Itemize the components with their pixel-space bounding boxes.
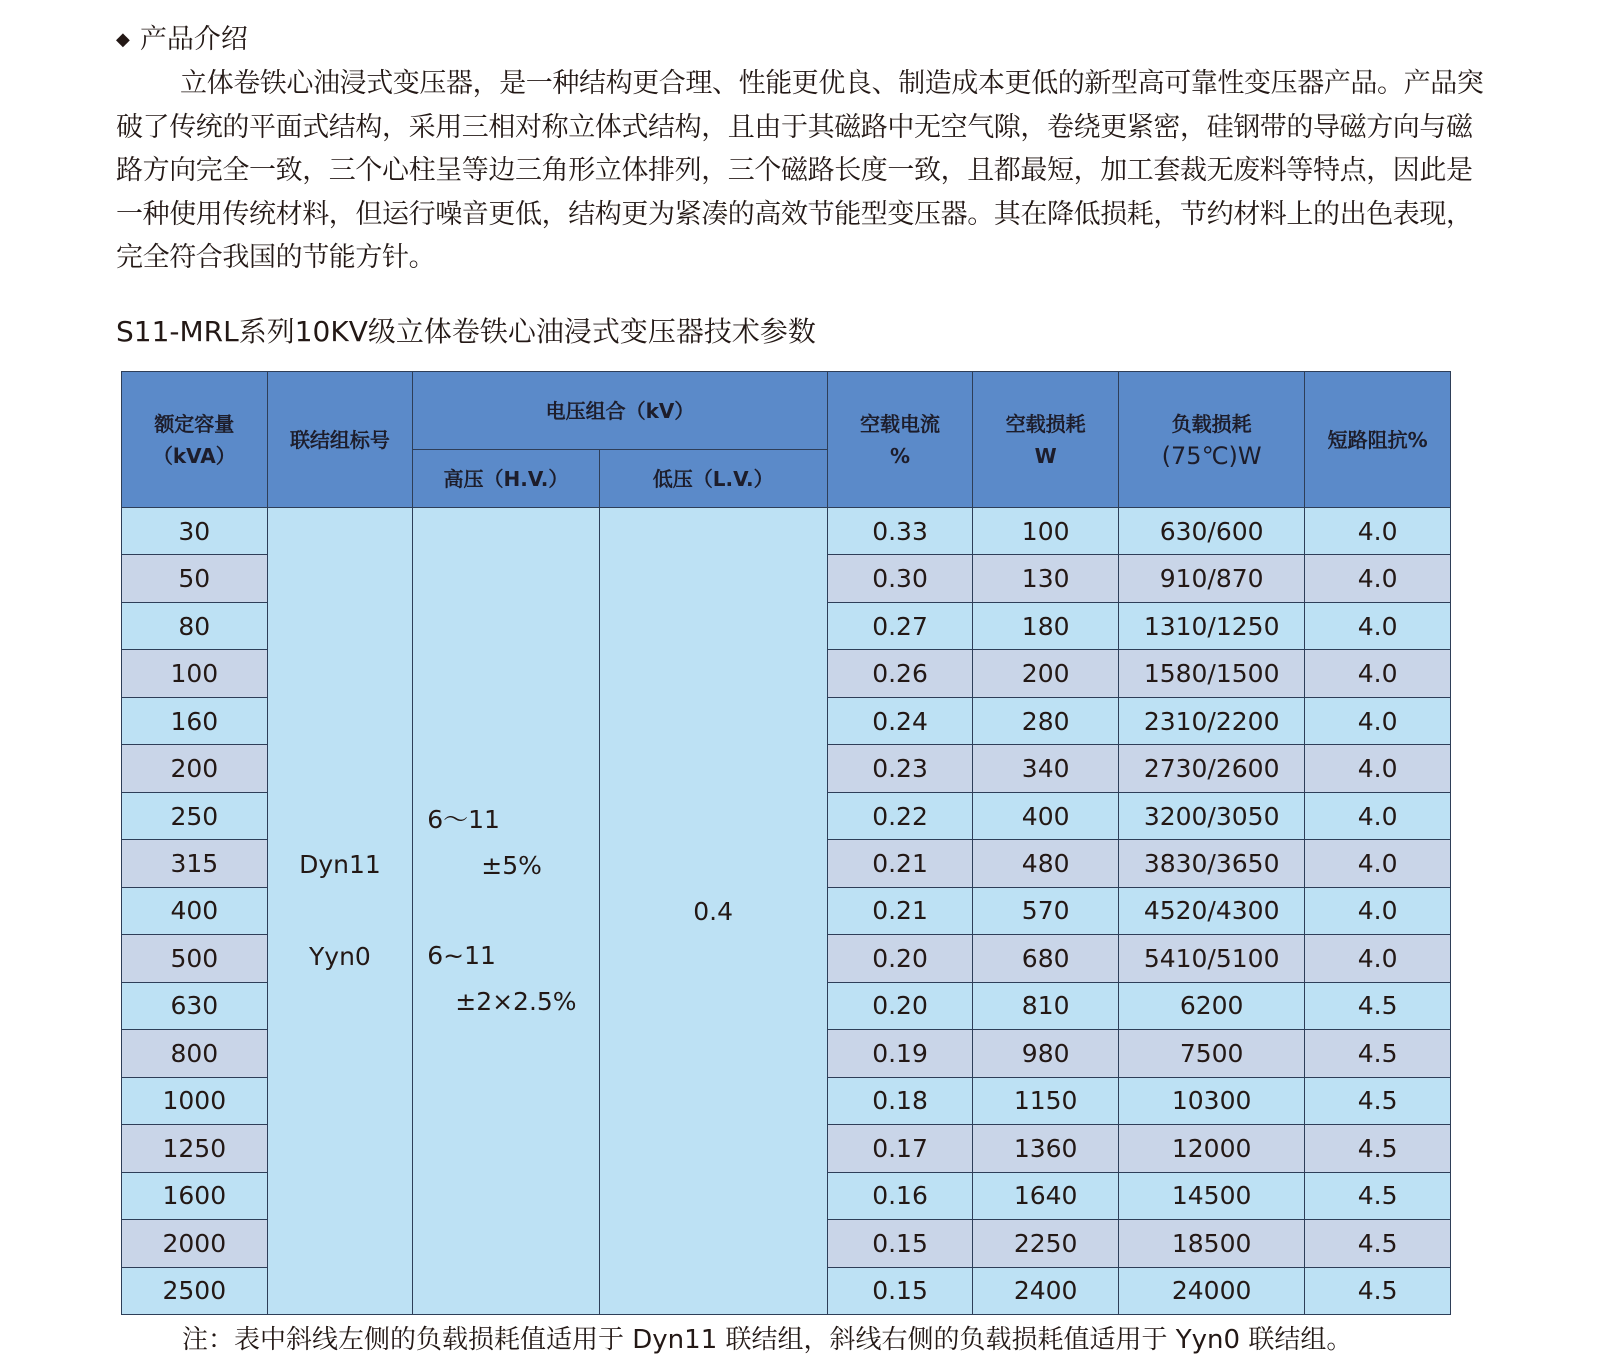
cell-load-loss: 7500 <box>1118 1030 1304 1077</box>
cell-no-load-current: 0.20 <box>827 935 973 982</box>
cell-capacity: 100 <box>122 650 268 697</box>
header-capacity-unit: （kVA） <box>152 443 236 468</box>
header-hv: 高压（H.V.） <box>413 450 599 508</box>
cell-no-load-current: 0.24 <box>827 697 973 744</box>
cell-capacity: 1250 <box>122 1125 268 1172</box>
cell-no-load-current: 0.22 <box>827 792 973 839</box>
cell-capacity: 50 <box>122 555 268 602</box>
cell-load-loss: 12000 <box>1118 1125 1304 1172</box>
cell-load-loss: 1580/1500 <box>1118 650 1304 697</box>
cell-no-load-loss: 2250 <box>973 1220 1119 1267</box>
table-title: S11-MRL系列10KV级立体卷铁心油浸式变压器技术参数 <box>116 315 816 348</box>
header-voltage-group: 电压组合（kV） <box>413 372 827 450</box>
cell-load-loss: 10300 <box>1118 1077 1304 1124</box>
hv-range-1: 6～11 <box>427 805 500 834</box>
cell-no-load-loss: 130 <box>973 555 1119 602</box>
header-no-load-loss-label: 空载损耗 <box>1005 411 1086 436</box>
cell-load-loss: 18500 <box>1118 1220 1304 1267</box>
cell-load-loss: 5410/5100 <box>1118 935 1304 982</box>
cell-hv-merged <box>413 508 599 1315</box>
table-body <box>122 508 1451 1315</box>
cell-no-load-current: 0.21 <box>827 840 973 887</box>
cell-load-loss: 24000 <box>1118 1267 1304 1315</box>
cell-impedance: 4.5 <box>1305 1077 1451 1124</box>
cell-impedance: 4.5 <box>1305 1220 1451 1267</box>
cell-load-loss: 3830/3650 <box>1118 840 1304 887</box>
cell-capacity: 400 <box>122 887 268 934</box>
header-load-loss-unit: (75℃)W <box>1161 441 1262 470</box>
cell-impedance: 4.0 <box>1305 697 1451 744</box>
header-no-load-current-label: 空载电流 <box>860 411 941 436</box>
cell-no-load-loss: 340 <box>973 745 1119 792</box>
hv-tap-2: ±2×2.5% <box>455 987 577 1016</box>
cell-load-loss: 14500 <box>1118 1172 1304 1219</box>
spec-table <box>121 371 1451 1315</box>
cell-load-loss: 3200/3050 <box>1118 792 1304 839</box>
cell-no-load-current: 0.15 <box>827 1220 973 1267</box>
cell-no-load-loss: 400 <box>973 792 1119 839</box>
cell-impedance: 4.5 <box>1305 982 1451 1029</box>
cell-impedance: 4.0 <box>1305 840 1451 887</box>
diamond-bullet-icon: ◆ <box>116 29 130 50</box>
cell-impedance: 4.0 <box>1305 508 1451 555</box>
cell-no-load-loss: 100 <box>973 508 1119 555</box>
header-connection: 联结组标号 <box>267 372 413 508</box>
intro-paragraph: 立体卷铁心油浸式变压器，是一种结构更合理、性能更优良、制造成本更低的新型高可靠性变压器产品。产品突破了传统的平面式结构，采用三相对称立体式结构，且由于其磁路中无空气隙，卷绕更紧密，硅钢带的导磁方向与磁路方向完全一致，三个心柱呈等边三角形立体排列，三个磁路长度一致，且都最短，加工套裁无废料等特点，因此是一种使用传统材料，但运行噪音更低，结构更为紧凑的高效节能型变压器。其在降低损耗，节约材料上的出色表现，完全符合我国的节能方针。 <box>116 68 1484 273</box>
cell-no-load-current: 0.21 <box>827 887 973 934</box>
cell-capacity: 160 <box>122 697 268 744</box>
header-load-loss <box>1118 372 1304 508</box>
header-lv: 低压（L.V.） <box>599 450 827 508</box>
cell-no-load-loss: 1150 <box>973 1077 1119 1124</box>
cell-capacity: 630 <box>122 982 268 1029</box>
cell-capacity: 2000 <box>122 1220 268 1267</box>
cell-connection-merged <box>267 508 413 1315</box>
cell-capacity: 2500 <box>122 1267 268 1315</box>
cell-capacity: 1600 <box>122 1172 268 1219</box>
cell-capacity: 1000 <box>122 1077 268 1124</box>
cell-impedance: 4.0 <box>1305 602 1451 649</box>
cell-no-load-current: 0.15 <box>827 1267 973 1315</box>
cell-no-load-loss: 1640 <box>973 1172 1119 1219</box>
cell-impedance: 4.0 <box>1305 935 1451 982</box>
header-no-load-current-unit: % <box>890 443 911 468</box>
cell-load-loss: 2310/2200 <box>1118 697 1304 744</box>
cell-impedance: 4.0 <box>1305 887 1451 934</box>
cell-no-load-loss: 980 <box>973 1030 1119 1077</box>
cell-no-load-loss: 180 <box>973 602 1119 649</box>
cell-no-load-current: 0.20 <box>827 982 973 1029</box>
cell-no-load-current: 0.23 <box>827 745 973 792</box>
cell-load-loss: 2730/2600 <box>1118 745 1304 792</box>
header-no-load-loss-unit: W <box>1034 443 1057 468</box>
cell-load-loss: 4520/4300 <box>1118 887 1304 934</box>
header-load-loss-label: 负载损耗 <box>1171 411 1252 436</box>
cell-impedance: 4.0 <box>1305 650 1451 697</box>
cell-impedance: 4.5 <box>1305 1172 1451 1219</box>
cell-no-load-current: 0.30 <box>827 555 973 602</box>
cell-no-load-current: 0.18 <box>827 1077 973 1124</box>
cell-no-load-current: 0.16 <box>827 1172 973 1219</box>
cell-capacity: 800 <box>122 1030 268 1077</box>
cell-capacity: 250 <box>122 792 268 839</box>
cell-capacity: 30 <box>122 508 268 555</box>
header-no-load-loss <box>973 372 1119 508</box>
header-impedance: 短路阻抗% <box>1305 372 1451 508</box>
cell-no-load-current: 0.33 <box>827 508 973 555</box>
cell-impedance: 4.0 <box>1305 792 1451 839</box>
cell-capacity: 200 <box>122 745 268 792</box>
table-row <box>122 508 1451 555</box>
header-capacity-label: 额定容量 <box>154 411 235 436</box>
cell-no-load-current: 0.27 <box>827 602 973 649</box>
cell-load-loss: 910/870 <box>1118 555 1304 602</box>
connection-yyn0: Yyn0 <box>309 942 371 971</box>
cell-load-loss: 1310/1250 <box>1118 602 1304 649</box>
cell-impedance: 4.5 <box>1305 1030 1451 1077</box>
hv-range-2: 6~11 <box>427 941 496 970</box>
cell-no-load-current: 0.17 <box>827 1125 973 1172</box>
cell-no-load-loss: 2400 <box>973 1267 1119 1315</box>
cell-load-loss: 6200 <box>1118 982 1304 1029</box>
cell-no-load-loss: 570 <box>973 887 1119 934</box>
connection-dyn11: Dyn11 <box>299 850 381 879</box>
cell-impedance: 4.5 <box>1305 1267 1451 1315</box>
intro-heading <box>116 20 248 60</box>
cell-no-load-current: 0.26 <box>827 650 973 697</box>
cell-no-load-loss: 480 <box>973 840 1119 887</box>
cell-impedance: 4.0 <box>1305 745 1451 792</box>
cell-capacity: 500 <box>122 935 268 982</box>
cell-no-load-loss: 810 <box>973 982 1119 1029</box>
cell-capacity: 80 <box>122 602 268 649</box>
cell-load-loss: 630/600 <box>1118 508 1304 555</box>
intro-heading-text: 产品介绍 <box>139 24 248 55</box>
cell-impedance: 4.0 <box>1305 555 1451 602</box>
cell-impedance: 4.5 <box>1305 1125 1451 1172</box>
header-capacity <box>122 372 268 508</box>
hv-tap-1: ±5% <box>481 851 542 880</box>
header-no-load-current <box>827 372 973 508</box>
cell-no-load-loss: 1360 <box>973 1125 1119 1172</box>
cell-no-load-current: 0.19 <box>827 1030 973 1077</box>
cell-capacity: 315 <box>122 840 268 887</box>
cell-no-load-loss: 280 <box>973 697 1119 744</box>
table-note: 注：表中斜线左侧的负载损耗值适用于 Dyn11 联结组，斜线右侧的负载损耗值适用于 Yyn0 联结组。 <box>182 1325 1353 1355</box>
cell-no-load-loss: 680 <box>973 935 1119 982</box>
cell-no-load-loss: 200 <box>973 650 1119 697</box>
cell-lv-merged: 0.4 <box>599 508 827 1315</box>
